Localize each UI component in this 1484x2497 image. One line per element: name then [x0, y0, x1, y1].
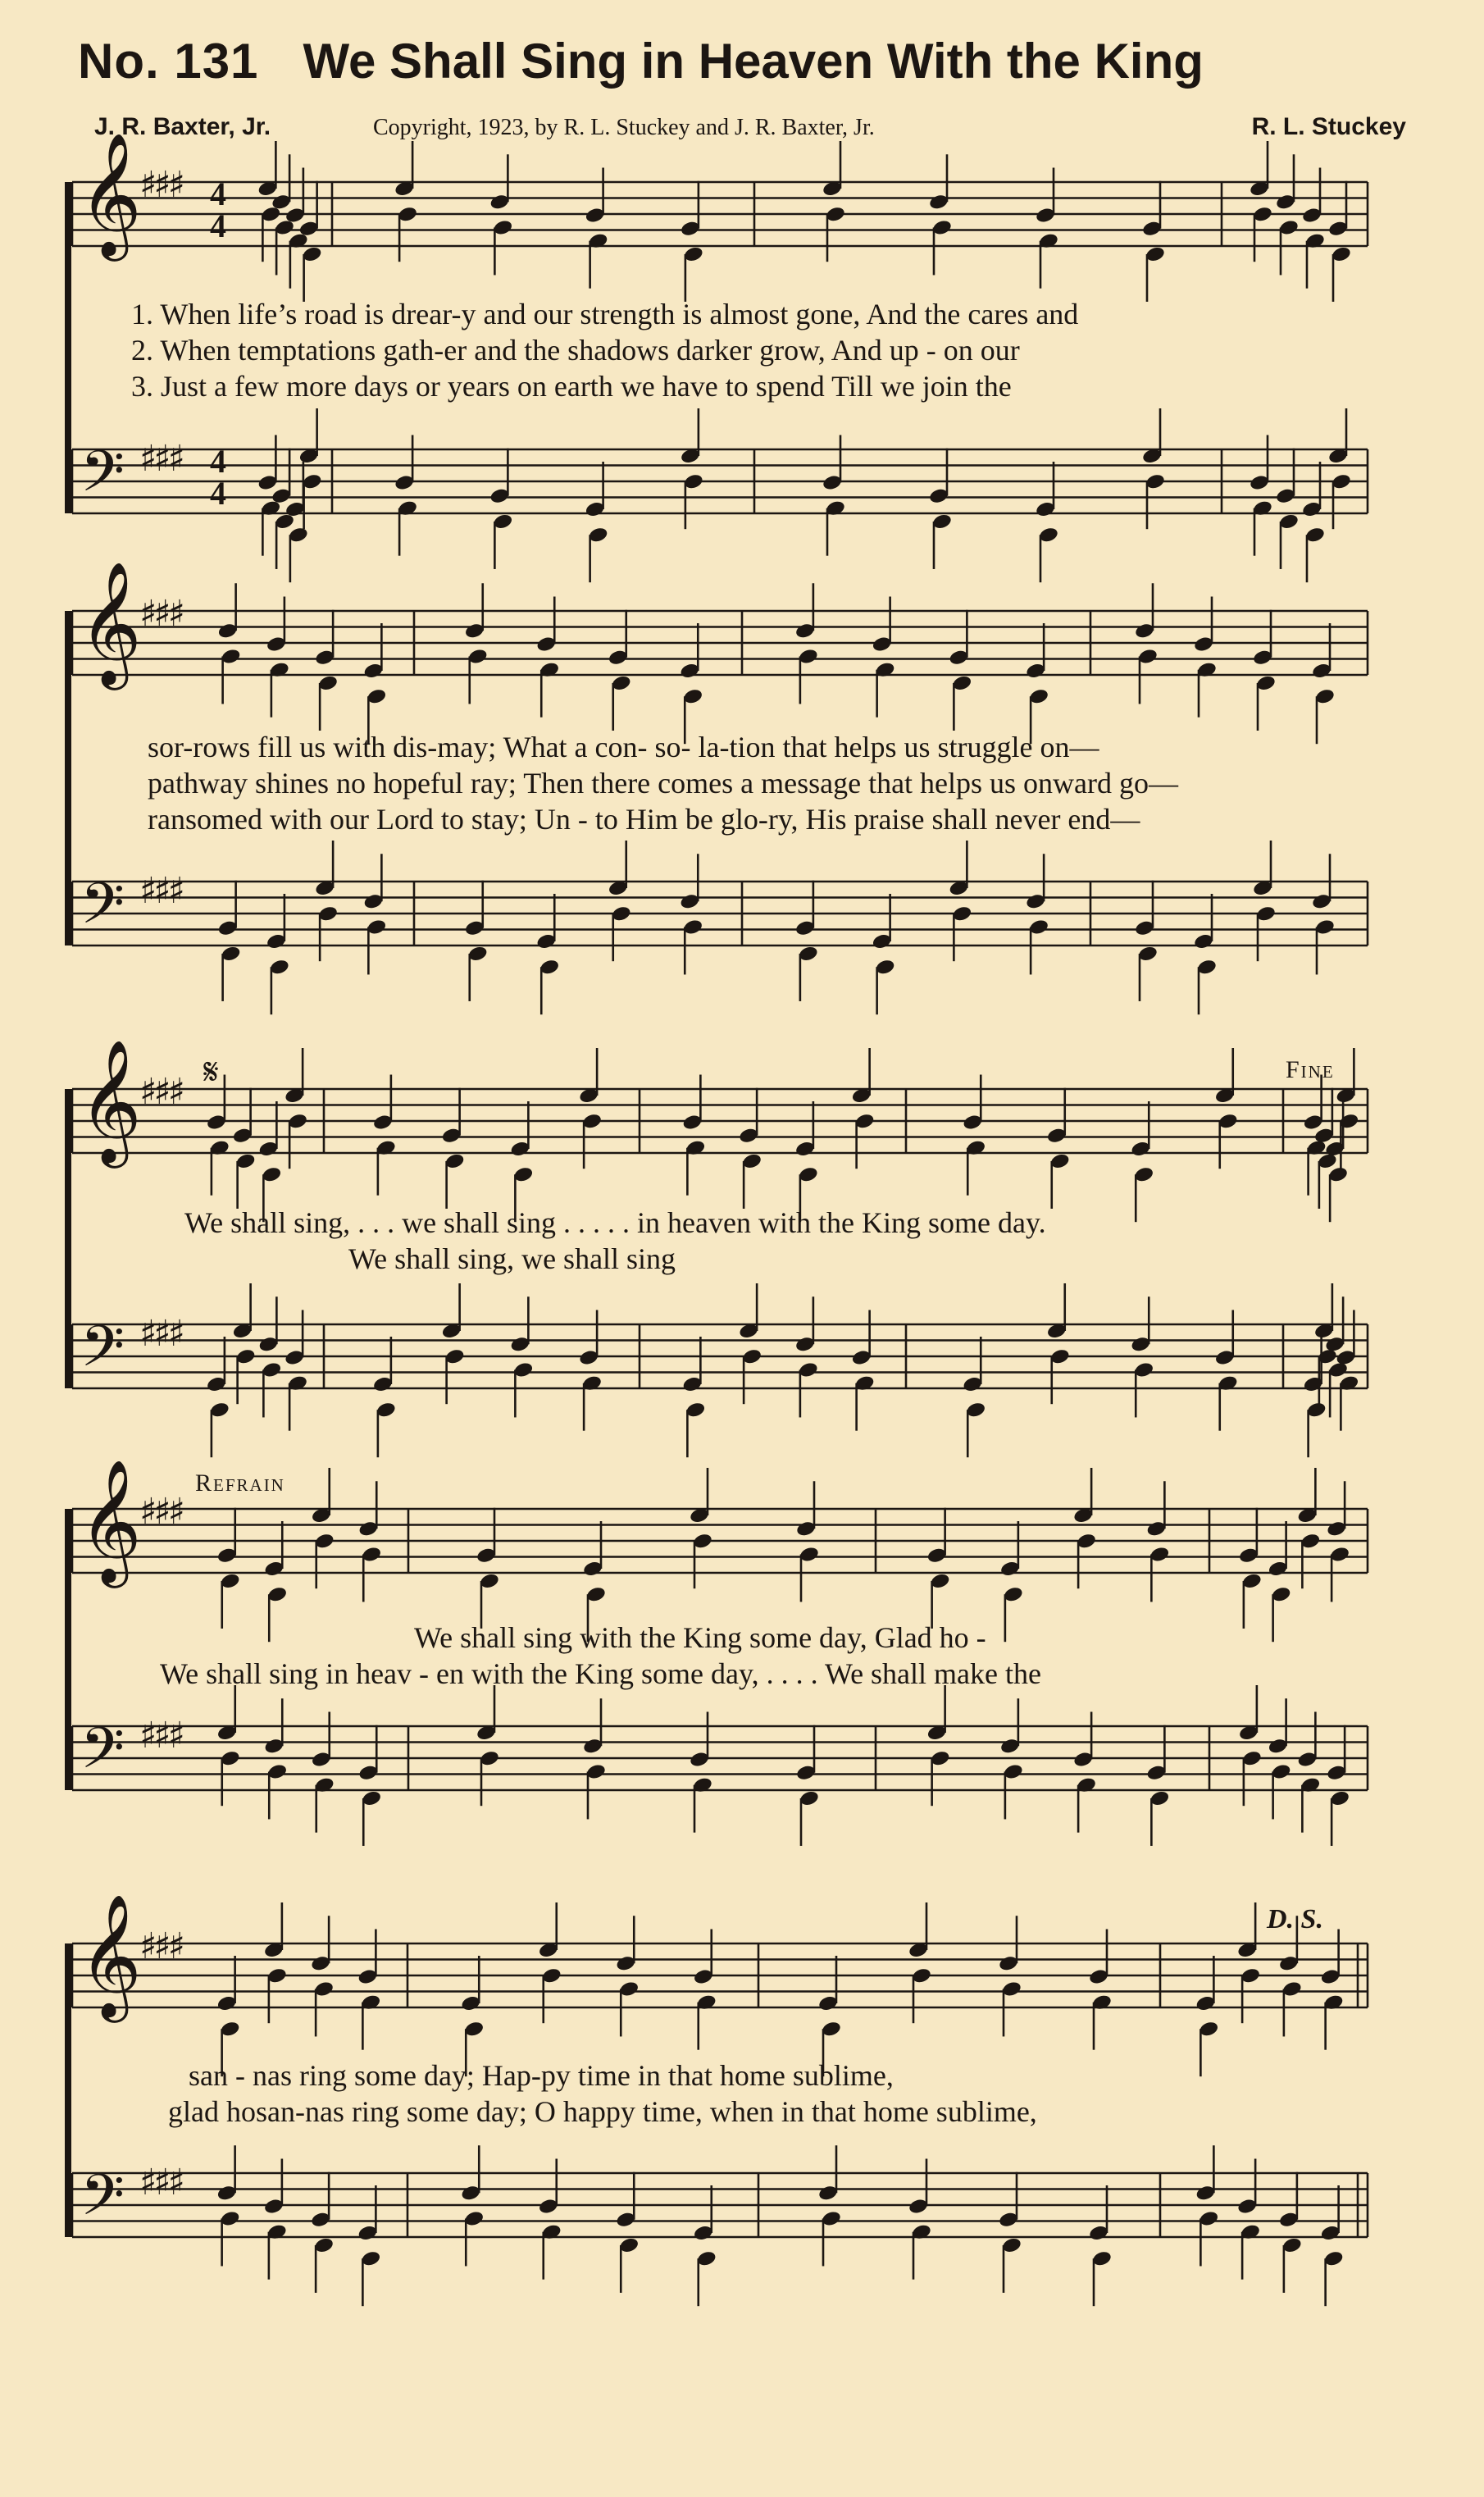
segno-icon: 𝄋	[203, 1051, 219, 1093]
bass-clef-icon: 𝄢	[80, 870, 125, 950]
key-signature-icon: ♯♯♯	[139, 438, 182, 480]
key-signature-icon: ♯♯♯	[139, 1925, 182, 1967]
copyright-notice: Copyright, 1923, by R. L. Stuckey and J. R. Baxter, Jr.	[373, 115, 875, 140]
treble-clef-icon: 𝄞	[79, 560, 142, 685]
refrain-lyric-upper: We shall sing with the King some day, Glad ho -	[414, 1621, 986, 1654]
key-signature-icon: ♯♯♯	[139, 2162, 182, 2203]
refrain-lyric-upper-2: san - nas ring some day; Hap-py time in that home sublime,	[189, 2059, 894, 2092]
key-signature-icon: ♯♯♯	[139, 1071, 182, 1113]
key-signature-icon: ♯♯♯	[139, 1491, 182, 1533]
treble-clef-icon: 𝄞	[79, 1893, 142, 2017]
refrain-marker: Refrain	[195, 1469, 285, 1497]
verse1-line2: sor-rows fill us with dis-may; What a con- so- la-tion that helps us struggle on—	[148, 731, 1099, 763]
chorus-lyric-bass: We shall sing, we shall sing	[348, 1242, 676, 1275]
ds-marker: D. S.	[1267, 1904, 1323, 1934]
bass-clef-icon: 𝄢	[80, 438, 125, 518]
lyricist: J. R. Baxter, Jr.	[94, 113, 271, 140]
treble-clef-icon: 𝄞	[79, 131, 142, 256]
bass-clef-icon: 𝄢	[80, 1313, 125, 1393]
composer: R. L. Stuckey	[1251, 113, 1406, 140]
bass-clef-icon: 𝄢	[80, 1715, 125, 1795]
verse1-line1: 1. When life’s road is drear-y and our strength is almost gone, And the cares and	[131, 298, 1079, 330]
verse3-line2: ransomed with our Lord to stay; Un - to Him be glo-ry, His praise shall never end—	[148, 803, 1140, 836]
refrain-lyric-lower-2: glad hosan-nas ring some day; O happy time, when in that home sublime,	[168, 2095, 1037, 2128]
key-signature-icon: ♯♯♯	[139, 1313, 182, 1355]
time-signature-top: 4	[210, 443, 226, 480]
key-signature-icon: ♯♯♯	[139, 1715, 182, 1757]
key-signature-icon: ♯♯♯	[139, 164, 182, 206]
treble-clef-icon: 𝄞	[79, 1038, 142, 1163]
verse3-line1: 3. Just a few more days or years on earth we have to spend Till we join the	[131, 370, 1012, 403]
refrain-lyric-lower: We shall sing in heav - en with the King some day, . . . . We shall make the	[160, 1657, 1041, 1690]
time-signature-top: 4	[210, 175, 226, 212]
verse2-line1: 2. When temptations gath-er and the shadows darker grow, And up - on our	[131, 334, 1020, 367]
bass-clef-icon: 𝄢	[80, 2162, 125, 2242]
time-signature-bottom: 4	[210, 207, 226, 244]
key-signature-icon: ♯♯♯	[139, 593, 182, 635]
fine-marker: Fine	[1286, 1056, 1335, 1083]
hymn-title: We Shall Sing in Heaven With the King	[303, 34, 1204, 89]
treble-clef-icon: 𝄞	[79, 1458, 142, 1583]
chorus-lyric-soprano: We shall sing, . . . we shall sing . . . . . in heaven with the King some day.	[184, 1206, 1046, 1239]
verse2-line2: pathway shines no hopeful ray; Then there comes a message that helps us onward go—	[148, 767, 1179, 800]
hymn-number: No. 131	[78, 34, 259, 89]
time-signature-bottom: 4	[210, 475, 226, 512]
key-signature-icon: ♯♯♯	[139, 870, 182, 912]
